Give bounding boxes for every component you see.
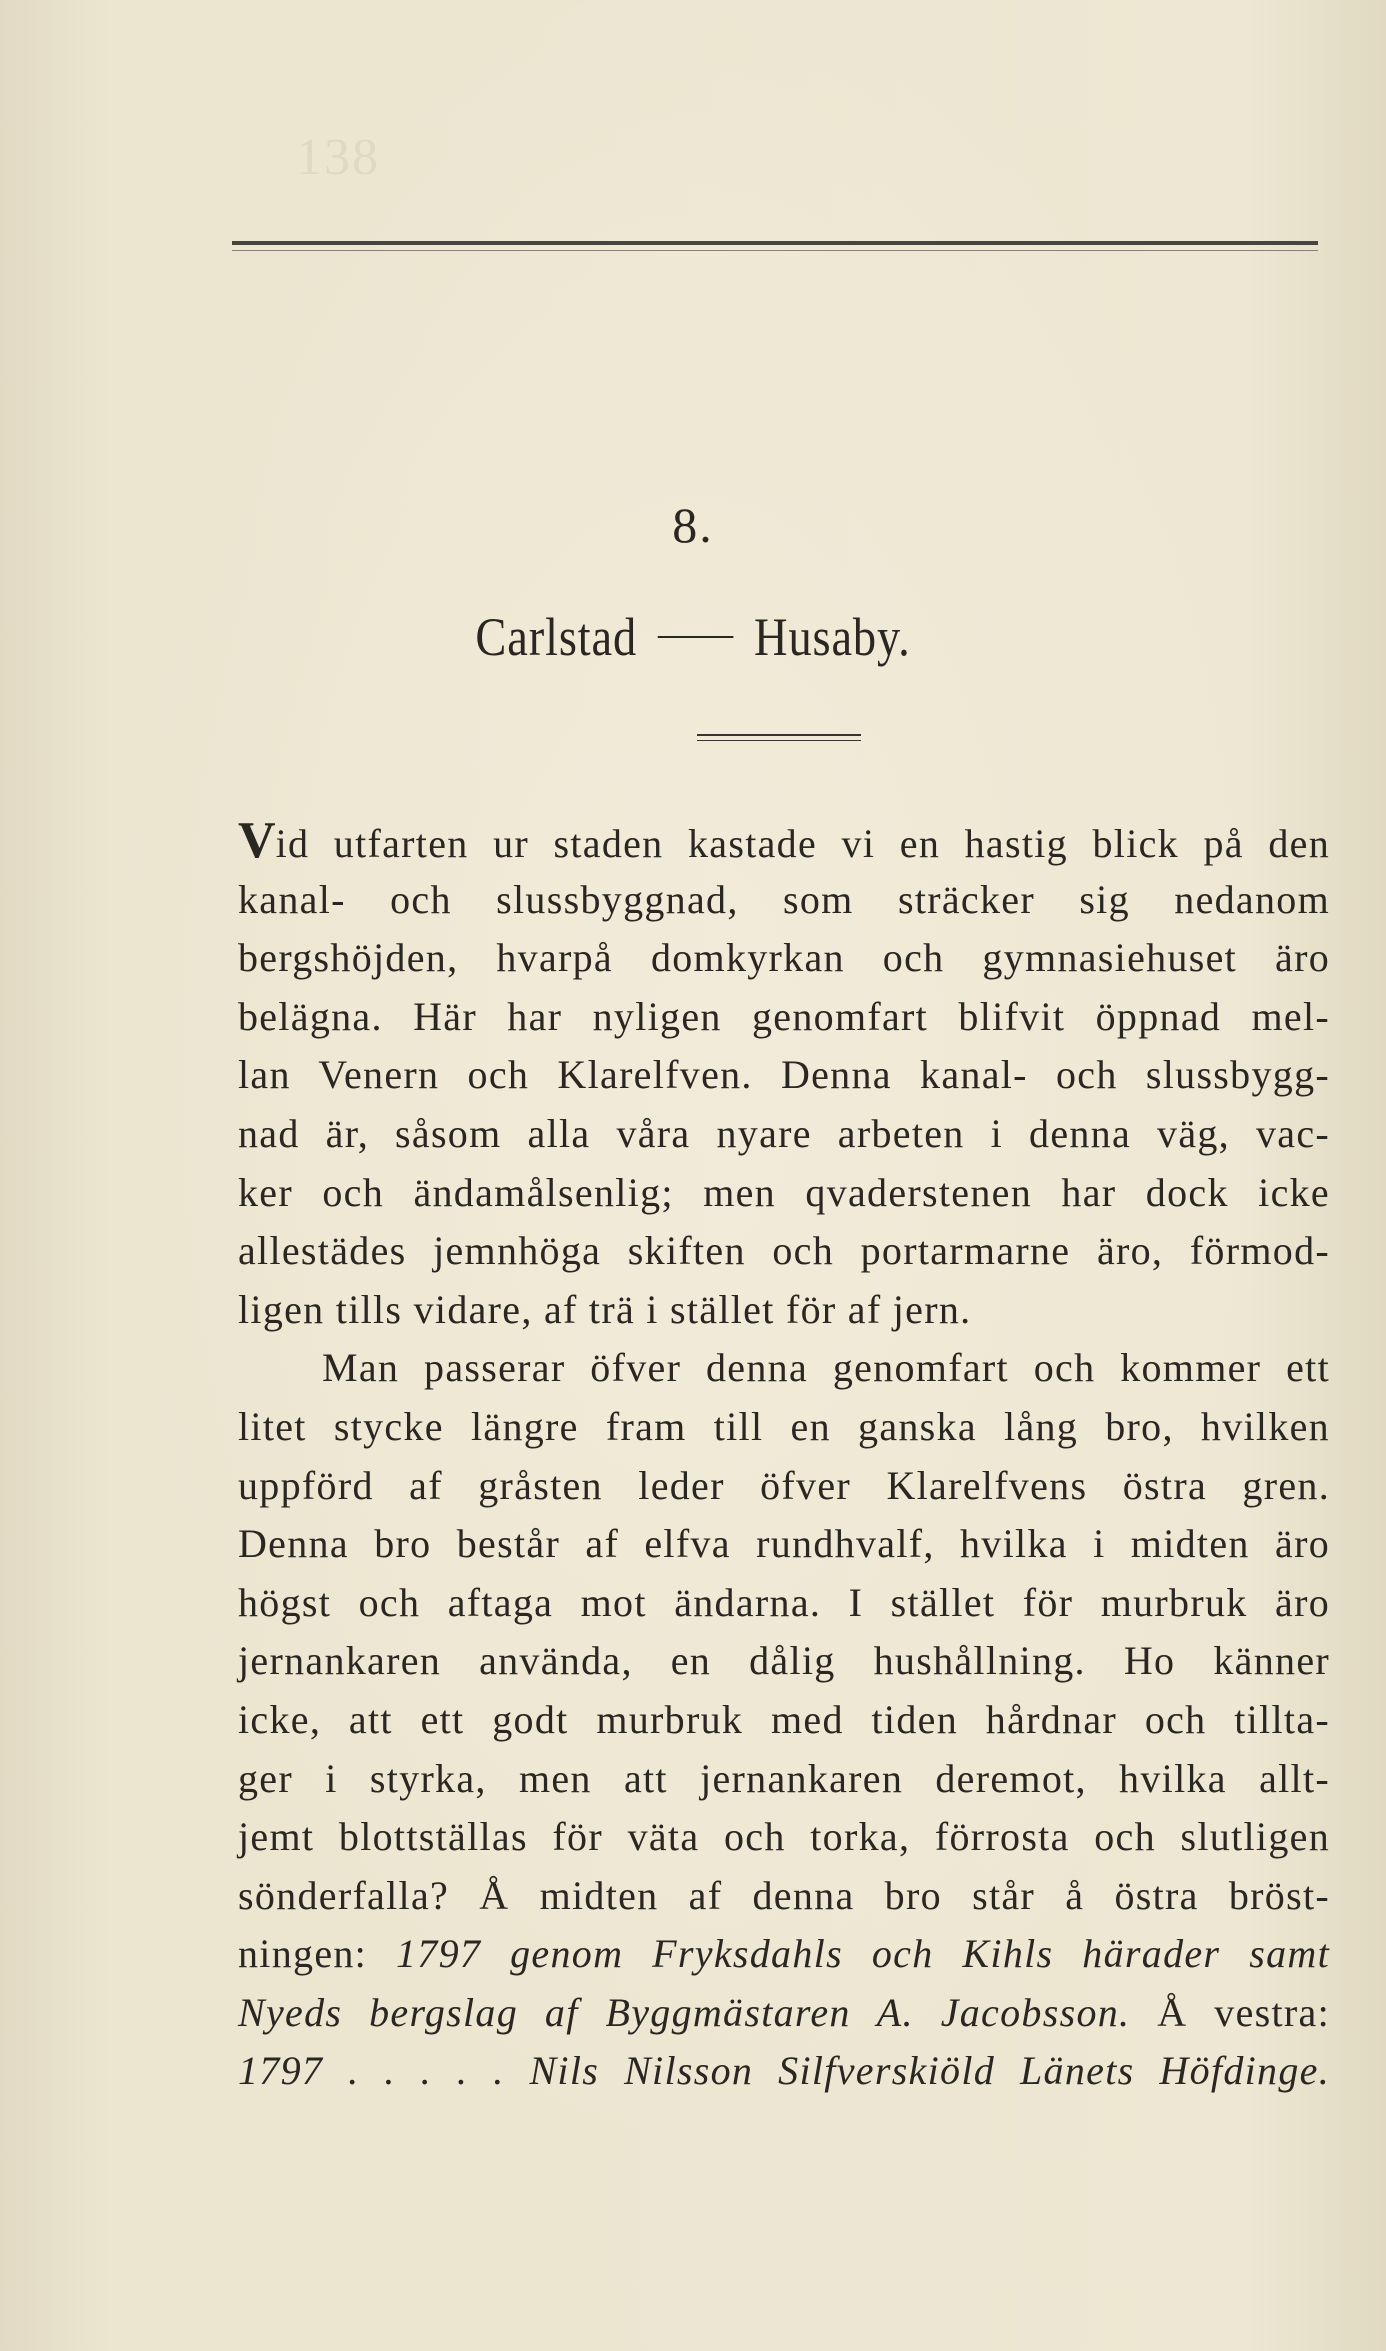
body-text: [238, 812, 1330, 2101]
header-rule: [232, 241, 1318, 245]
text-line: ligen tills vidare, af trä i stället för af jern.: [238, 1286, 972, 1332]
text-line: högst och aftaga mot ändarna. I stället för murbruk äro: [238, 1579, 1330, 1625]
text-line: bergshöjden, hvarpå domkyrkan och gymnasiehuset äro: [238, 935, 1330, 981]
drop-initial: V: [238, 812, 276, 869]
text-line: ker och ändamålsenlig; men qvaderstenen har dock icke: [238, 1169, 1330, 1215]
text-line: Man passerar öfver denna genomfart och kommer ett: [322, 1345, 1330, 1391]
text-line: sönderfalla? Å midten af denna bro står å östra bröst-: [238, 1872, 1330, 1918]
chapter-title-from: Carlstad: [475, 607, 638, 667]
text-line: Nyeds bergslag af Byggmästaren A. Jacobsson. Å vestra:: [238, 1989, 1330, 2035]
title-dash: [658, 636, 734, 638]
text-line: lan Venern och Klarelfven. Denna kanal- och slussbygg-: [238, 1052, 1330, 1098]
title-rule: [697, 734, 861, 736]
text-line: Denna bro består af elfva rundhvalf, hvilka i midten äro: [238, 1521, 1330, 1567]
header-rule-thin: [232, 250, 1318, 251]
inscription-text: 1797 . . . . . Nils Nilsson Silfverskiöld Länets Höfdinge.: [238, 2048, 1330, 2094]
inscription-text: 1797 genom Fryksdahls och Kihls härader samt: [396, 1931, 1330, 1977]
text-line: uppförd af gråsten leder öfver Klarelfvens östra gren.: [238, 1462, 1330, 1508]
chapter-title: [97, 606, 1289, 668]
text-line: ningen: 1797 genom Fryksdahls och Kihls härader samt: [238, 1931, 1330, 1977]
text-line: [238, 2042, 1330, 2101]
title-rule-thin: [697, 740, 861, 741]
chapter-number: 8.: [672, 497, 714, 553]
page-number: 138: [296, 129, 380, 186]
text-line: litet stycke längre fram till en ganska lång bro, hvilken: [238, 1403, 1330, 1449]
text-line: belägna. Här har nyligen genomfart blifvit öppnad mel-: [238, 993, 1330, 1039]
chapter-title-to: Husaby.: [754, 607, 911, 667]
text-line: Vid utfarten ur staden kastade vi en hastig blick på den: [238, 812, 1330, 869]
text-line: kanal- och slussbyggnad, som sträcker sig nedanom: [238, 876, 1330, 922]
text-line: icke, att ett godt murbruk med tiden hårdnar och tillta-: [238, 1696, 1330, 1742]
inscription-text: Nyeds bergslag af Byggmästaren A. Jacobsson.: [238, 1989, 1131, 2035]
text-line: allestädes jemnhöga skiften och portarmarne äro, förmod-: [238, 1228, 1330, 1274]
text-line: ger i styrka, men att jernankaren deremot, hvilka allt-: [238, 1755, 1330, 1801]
text-line: jemt blottställas för väta och torka, förrosta och slutligen: [238, 1814, 1330, 1860]
text-line: nad är, såsom alla våra nyare arbeten i denna väg, vac-: [238, 1110, 1330, 1156]
text-line: jernankaren använda, en dålig hushållning. Ho känner: [238, 1638, 1330, 1684]
